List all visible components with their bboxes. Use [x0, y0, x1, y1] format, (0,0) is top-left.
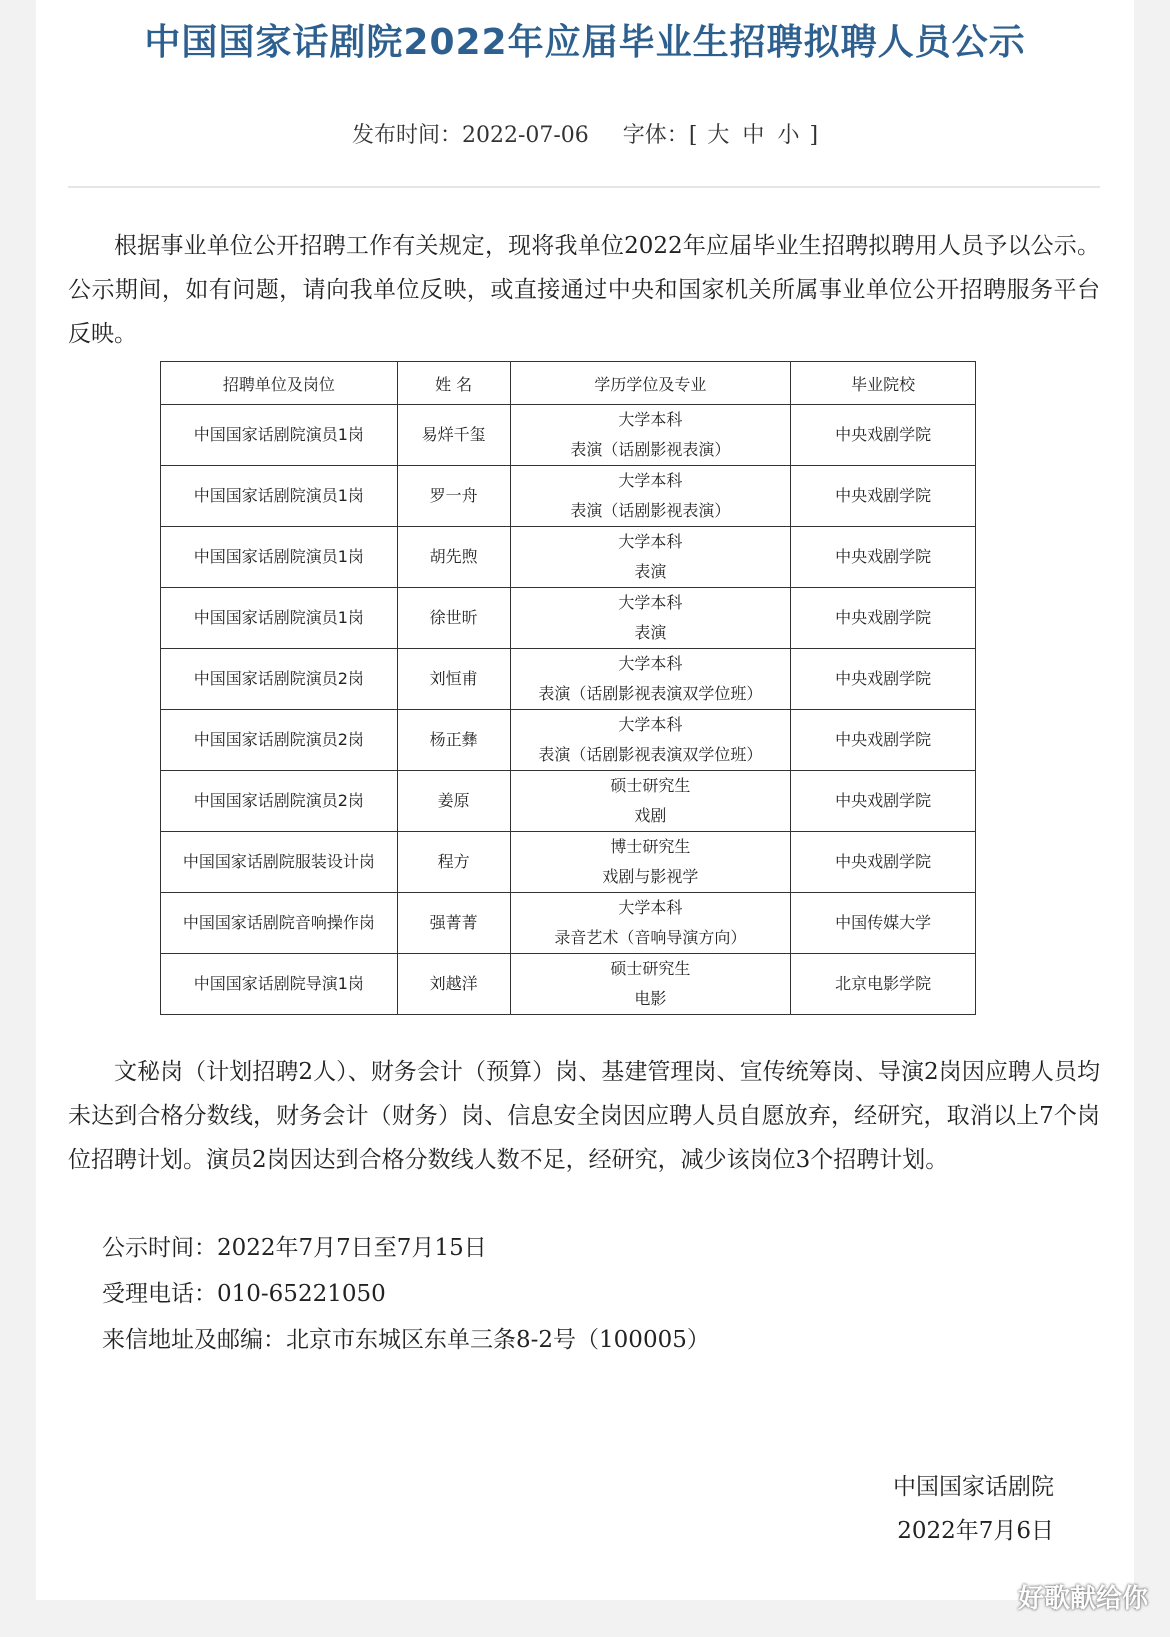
cell-name: 程方 [397, 832, 510, 893]
cell-degree: 大学本科 [618, 532, 683, 551]
cell-name: 罗一舟 [397, 466, 510, 527]
cell-degree-major [510, 771, 791, 832]
cell-major: 表演（话剧影视表演） [570, 440, 731, 459]
cell-school: 中央戏剧学院 [791, 405, 976, 466]
cell-school: 中央戏剧学院 [791, 832, 976, 893]
cell-degree: 大学本科 [618, 593, 683, 612]
cell-degree: 大学本科 [618, 654, 683, 673]
cell-degree: 大学本科 [618, 715, 683, 734]
cell-school: 北京电影学院 [791, 954, 976, 1015]
table-row [161, 588, 976, 649]
cell-degree-major [510, 832, 791, 893]
cell-post: 中国国家话剧院演员1岗 [161, 405, 398, 466]
cell-name: 强菁菁 [397, 893, 510, 954]
publish-meta [36, 118, 1134, 149]
cell-name: 刘恒甫 [397, 649, 510, 710]
hire-table [160, 361, 976, 1015]
table-row [161, 771, 976, 832]
font-size-label: 字体： [622, 123, 689, 148]
cell-degree-major [510, 649, 791, 710]
font-size-large-link[interactable]: 大 [707, 123, 730, 148]
cell-degree: 大学本科 [618, 471, 683, 490]
cell-name: 胡先煦 [397, 527, 510, 588]
cell-degree-major [510, 405, 791, 466]
watermark: 好歌献给你 [1017, 1584, 1148, 1614]
cell-degree: 硕士研究生 [610, 959, 691, 978]
cell-degree: 博士研究生 [610, 837, 691, 856]
header-school: 毕业院校 [791, 362, 976, 405]
cell-degree: 硕士研究生 [610, 776, 691, 795]
page-title: 中国国家话剧院2022年应届毕业生招聘拟聘人员公示 [144, 22, 1026, 63]
contact-phone: 受理电话：010-65221050 [102, 1281, 386, 1307]
table-row [161, 893, 976, 954]
cell-name: 杨正彝 [397, 710, 510, 771]
table-row [161, 466, 976, 527]
cell-major: 电影 [634, 989, 667, 1008]
cell-school: 中央戏剧学院 [791, 588, 976, 649]
cell-major: 表演 [634, 562, 667, 581]
cell-major: 戏剧 [634, 806, 667, 825]
mailing-address: 来信地址及邮编：北京市东城区东单三条8-2号（100005） [102, 1327, 710, 1353]
cell-major: 表演（话剧影视表演） [570, 501, 731, 520]
cell-post: 中国国家话剧院演员2岗 [161, 649, 398, 710]
cell-major: 表演 [634, 623, 667, 642]
font-bracket-close: ] [809, 123, 819, 148]
cell-post: 中国国家话剧院演员2岗 [161, 710, 398, 771]
table-row [161, 649, 976, 710]
cell-major: 表演（话剧影视表演双学位班） [538, 684, 763, 703]
table-row [161, 405, 976, 466]
cell-school: 中央戏剧学院 [791, 466, 976, 527]
cell-major: 表演（话剧影视表演双学位班） [538, 745, 763, 764]
cell-school: 中国传媒大学 [791, 893, 976, 954]
header-name: 姓 名 [397, 362, 510, 405]
publish-date: 2022-07-06 [461, 123, 589, 148]
cell-name: 易烊千玺 [397, 405, 510, 466]
publish-label: 发布时间： [351, 123, 462, 148]
cell-degree-major [510, 588, 791, 649]
cell-degree-major [510, 710, 791, 771]
table-row [161, 710, 976, 771]
signature-org: 中国国家话剧院 [893, 1474, 1054, 1500]
font-size-small-link[interactable]: 小 [777, 123, 800, 148]
cancellation-note: 文秘岗（计划招聘2人）、财务会计（预算）岗、基建管理岗、宣传统筹岗、导演2岗因应聘人员均未达到合格分数线，财务会计（财务）岗、信息安全岗因应聘人员自愿放弃，经研究，取消以上7个岗位招聘计划。演员2岗因达到合格分数线人数不足，经研究，减少该岗位3个招聘计划。 [68, 1059, 1100, 1173]
notice-page [36, 0, 1134, 1600]
cell-school: 中央戏剧学院 [791, 649, 976, 710]
header-divider [68, 186, 1100, 188]
cell-major: 录音艺术（音响导演方向） [554, 928, 747, 947]
cell-degree-major [510, 527, 791, 588]
font-bracket-open: [ [688, 123, 698, 148]
cell-post: 中国国家话剧院演员1岗 [161, 466, 398, 527]
table-header-row [161, 362, 976, 405]
cell-post: 中国国家话剧院音响操作岗 [161, 893, 398, 954]
cell-school: 中央戏剧学院 [791, 527, 976, 588]
cell-degree-major [510, 466, 791, 527]
intro-paragraph: 根据事业单位公开招聘工作有关规定，现将我单位2022年应届毕业生招聘拟聘用人员予以公示。公示期间，如有问题，请向我单位反映，或直接通过中央和国家机关所属事业单位公开招聘服务平台反映。 [68, 233, 1100, 347]
header-post: 招聘单位及岗位 [161, 362, 398, 405]
cell-school: 中央戏剧学院 [791, 710, 976, 771]
header-degree: 学历学位及专业 [510, 362, 791, 405]
cell-degree: 大学本科 [618, 898, 683, 917]
publicity-period: 公示时间：2022年7月7日至7月15日 [102, 1235, 487, 1261]
cell-degree: 大学本科 [618, 410, 683, 429]
table-row [161, 954, 976, 1015]
cell-school: 中央戏剧学院 [791, 771, 976, 832]
cell-name: 徐世昕 [397, 588, 510, 649]
table-row [161, 832, 976, 893]
table-row [161, 527, 976, 588]
cell-post: 中国国家话剧院导演1岗 [161, 954, 398, 1015]
cell-post: 中国国家话剧院演员2岗 [161, 771, 398, 832]
cell-post: 中国国家话剧院服装设计岗 [161, 832, 398, 893]
cell-name: 姜原 [397, 771, 510, 832]
cell-post: 中国国家话剧院演员1岗 [161, 527, 398, 588]
cell-major: 戏剧与影视学 [602, 867, 699, 886]
cell-post: 中国国家话剧院演员1岗 [161, 588, 398, 649]
cell-degree-major [510, 893, 791, 954]
cell-degree-major [510, 954, 791, 1015]
cell-name: 刘越洋 [397, 954, 510, 1015]
font-size-medium-link[interactable]: 中 [742, 123, 765, 148]
signature-date: 2022年7月6日 [897, 1518, 1054, 1544]
